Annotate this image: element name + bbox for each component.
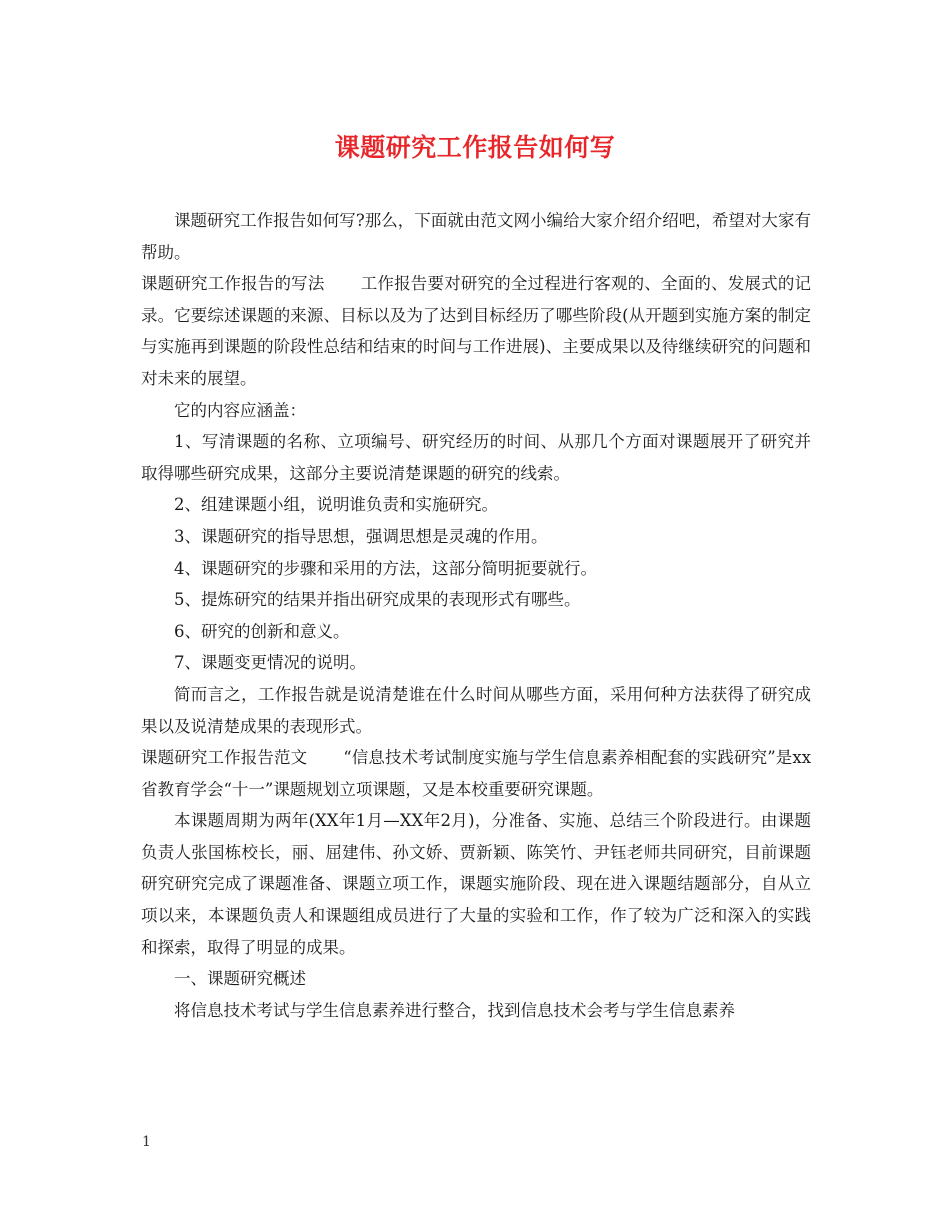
- list-item-2: 2、组建课题小组，说明谁负责和实施研究。: [174, 495, 498, 515]
- list-item-3: 3、课题研究的指导思想，强调思想是灵魂的作用。: [174, 526, 548, 546]
- section1-text: 工作报告要对研究的全过程进行客观的、全面的、发展式的记录。它要综述课题的来源、目标以及为了达到目标经历了哪些阶段(从开题到实施方案的制定与实施再到课题的阶段性总结和结束的时间与工作进展)、主要成果以及待继续研究的问题和对未来的展望。: [141, 274, 812, 388]
- content-intro: 它的内容应涵盖：: [174, 400, 306, 420]
- list-item-5: 5、提炼研究的结果并指出研究成果的表现形式有哪些。: [174, 590, 581, 610]
- section1-heading: 课题研究工作报告的写法: [141, 274, 325, 294]
- section1-paragraph: [141, 268, 811, 394]
- period-paragraph: 本课题周期为两年(XX年1月—XX年2月)，分准备、实施、总结三个阶段进行。由课题负责人张国栋校长，丽、屈建伟、孙文娇、贾新颖、陈笑竹、尹钰老师共同研究，目前课题研究研究完成了课题准备、课题立项工作，课题实施阶段、现在进入课题结题部分，自从立项以来，本课题负责人和课题组成员进行了大量的实验和工作，作了较为广泛和深入的实践和探索，取得了明显的成果。: [141, 811, 811, 957]
- list-item-7: 7、课题变更情况的说明。: [174, 653, 366, 673]
- section2-heading: 课题研究工作报告范文: [141, 748, 308, 768]
- section2-paragraph: [141, 742, 811, 805]
- summary-paragraph: 简而言之，工作报告就是说清楚谁在什么时间从哪些方面，采用何种方法获得了研究成果以及说清楚成果的表现形式。: [141, 684, 811, 736]
- document-title: 课题研究工作报告如何写: [334, 133, 616, 162]
- intro-paragraph: 课题研究工作报告如何写?那么，下面就由范文网小编给大家介绍介绍吧，希望对大家有帮助。: [141, 211, 811, 262]
- list-item-6: 6、研究的创新和意义。: [174, 621, 350, 641]
- section2-text: “信息技术考试制度实施与学生信息素养相配套的实践研究”是xx省教育学会“十一”课题规划立项课题，又是本校重要研究课题。: [141, 748, 812, 799]
- list-item-4: 4、课题研究的步骤和采用的方法，这部分简明扼要就行。: [174, 558, 597, 578]
- document-body: [141, 205, 811, 1026]
- subheading-overview: 一、课题研究概述: [174, 969, 306, 989]
- last-paragraph: 将信息技术考试与学生信息素养进行整合，找到信息技术会考与学生信息素养: [174, 1000, 735, 1020]
- page-number: 1: [142, 1134, 151, 1150]
- list-item-1: 1、写清课题的名称、立项编号、研究经历的时间、从那几个方面对课题展开了研究并取得哪些研究成果，这部分主要说清楚课题的研究的线索。: [141, 432, 811, 483]
